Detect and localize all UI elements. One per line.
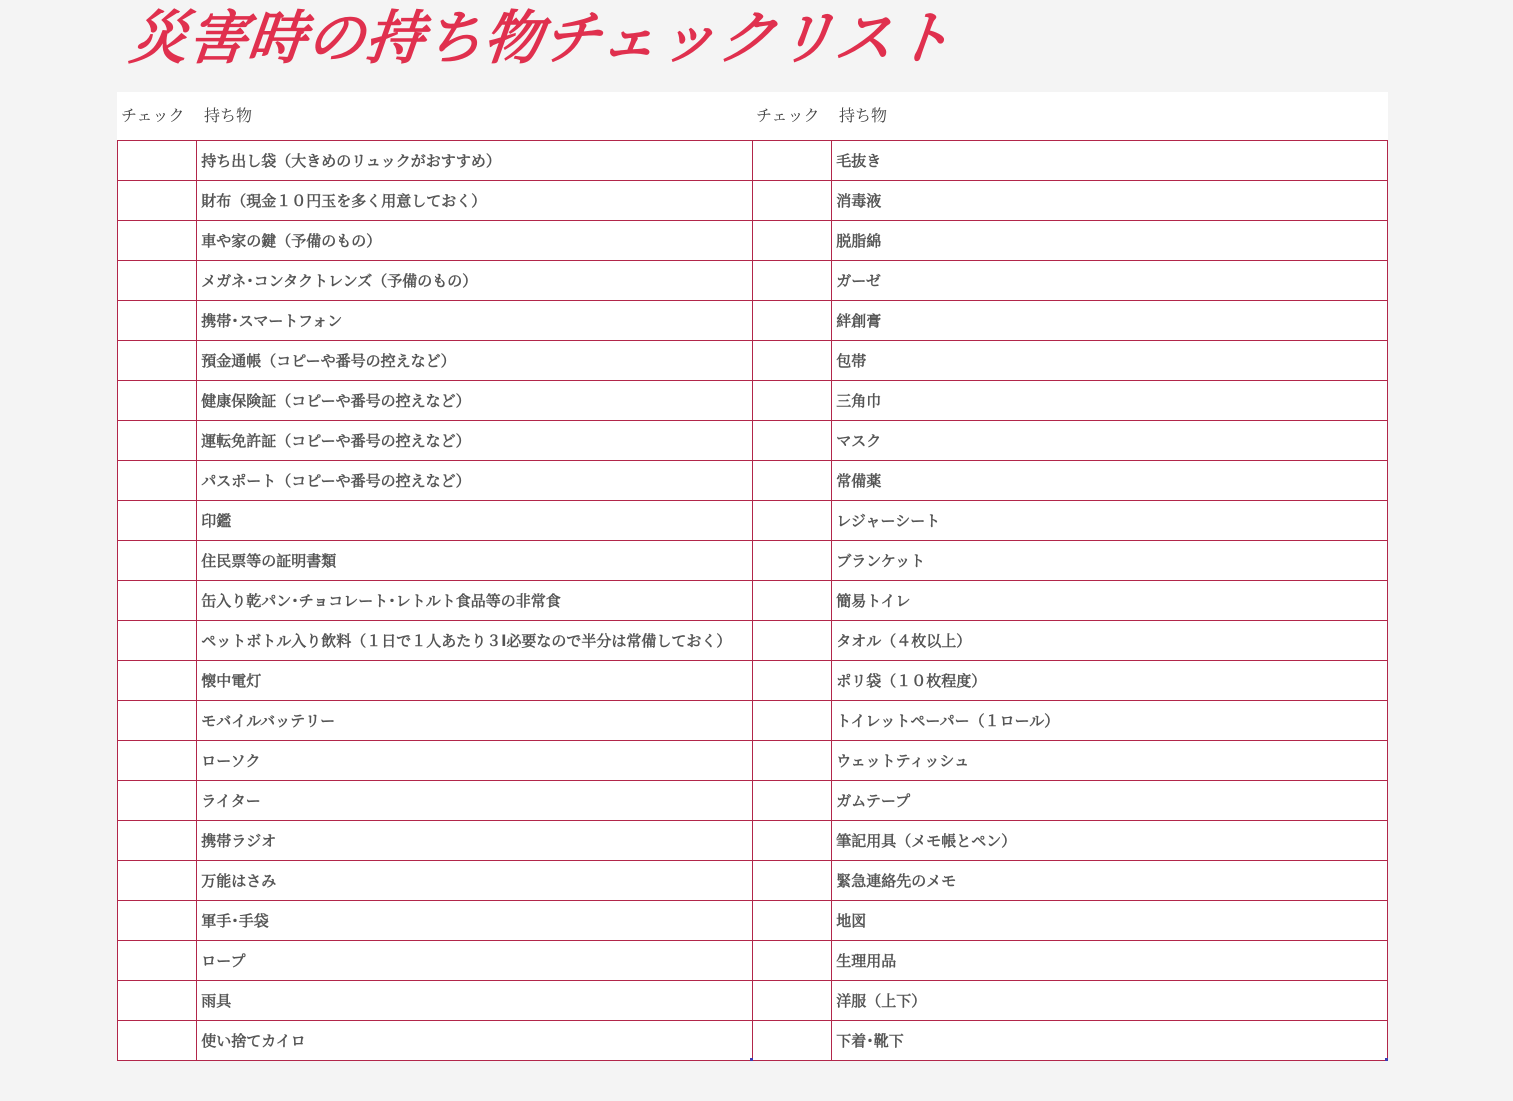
item-cell-left: 万能はさみ: [197, 861, 753, 901]
item-cell-right: 毛抜き: [832, 141, 1388, 181]
check-cell-right[interactable]: [752, 781, 831, 821]
table-row: [118, 141, 1388, 181]
table-row: [118, 261, 1388, 301]
item-cell-left: モバイルバッテリー: [197, 701, 753, 741]
item-cell-right: トイレットペーパー（１ロール）: [832, 701, 1388, 741]
resize-handle[interactable]: [750, 1058, 753, 1061]
check-cell-right[interactable]: [752, 901, 831, 941]
item-cell-right: ポリ袋（１０枚程度）: [832, 661, 1388, 701]
item-cell-right: 下着･靴下: [832, 1021, 1388, 1061]
item-cell-right: 洋服（上下）: [832, 981, 1388, 1021]
table-row: [118, 181, 1388, 221]
header-item-left: 持ち物: [204, 106, 253, 125]
table-row: [118, 701, 1388, 741]
item-cell-right: ガムテープ: [832, 781, 1388, 821]
item-cell-right: レジャーシート: [832, 501, 1388, 541]
check-cell-left[interactable]: [118, 1021, 197, 1061]
check-cell-left[interactable]: [118, 741, 197, 781]
table-row: [118, 301, 1388, 341]
check-cell-left[interactable]: [118, 701, 197, 741]
item-cell-left: 運転免許証（コピーや番号の控えなど）: [197, 421, 753, 461]
check-cell-right[interactable]: [752, 981, 831, 1021]
check-cell-left[interactable]: [118, 181, 197, 221]
check-cell-right[interactable]: [752, 621, 831, 661]
table-row: [118, 581, 1388, 621]
check-cell-right[interactable]: [752, 301, 831, 341]
check-cell-right[interactable]: [752, 141, 831, 181]
check-cell-left[interactable]: [118, 661, 197, 701]
check-cell-left[interactable]: [118, 581, 197, 621]
item-cell-right: 三角巾: [832, 381, 1388, 421]
item-cell-left: 預金通帳（コピーや番号の控えなど）: [197, 341, 753, 381]
item-cell-right: ガーゼ: [832, 261, 1388, 301]
item-cell-left: 印鑑: [197, 501, 753, 541]
table-row: [118, 1021, 1388, 1061]
item-cell-left: 缶入り乾パン･チョコレート･レトルト食品等の非常食: [197, 581, 753, 621]
item-cell-left: 軍手･手袋: [197, 901, 753, 941]
checklist-sheet: [117, 92, 1388, 1061]
table-row: [118, 781, 1388, 821]
check-cell-left[interactable]: [118, 301, 197, 341]
table-row: [118, 941, 1388, 981]
check-cell-right[interactable]: [752, 661, 831, 701]
header-item-right: 持ち物: [839, 106, 888, 125]
check-cell-right[interactable]: [752, 381, 831, 421]
item-cell-left: 携帯･スマートフォン: [197, 301, 753, 341]
check-cell-right[interactable]: [752, 741, 831, 781]
header-check-right: チェック: [756, 106, 820, 125]
item-cell-left: 携帯ラジオ: [197, 821, 753, 861]
item-cell-right: 生理用品: [832, 941, 1388, 981]
check-cell-right[interactable]: [752, 541, 831, 581]
check-cell-left[interactable]: [118, 941, 197, 981]
item-cell-right: マスク: [832, 421, 1388, 461]
item-cell-right: 緊急連絡先のメモ: [832, 861, 1388, 901]
table-row: [118, 901, 1388, 941]
check-cell-left[interactable]: [118, 461, 197, 501]
item-cell-left: ロープ: [197, 941, 753, 981]
check-cell-left[interactable]: [118, 821, 197, 861]
check-cell-left[interactable]: [118, 381, 197, 421]
table-row: [118, 541, 1388, 581]
table-row: [118, 461, 1388, 501]
item-cell-left: 住民票等の証明書類: [197, 541, 753, 581]
table-row: [118, 661, 1388, 701]
table-row: [118, 341, 1388, 381]
check-cell-left[interactable]: [118, 261, 197, 301]
item-cell-right: ブランケット: [832, 541, 1388, 581]
check-cell-left[interactable]: [118, 981, 197, 1021]
check-cell-left[interactable]: [118, 421, 197, 461]
item-cell-left: 持ち出し袋（大きめのリュックがおすすめ）: [197, 141, 753, 181]
item-cell-right: 脱脂綿: [832, 221, 1388, 261]
item-cell-left: 財布（現金１０円玉を多く用意しておく）: [197, 181, 753, 221]
resize-handle[interactable]: [1385, 1058, 1388, 1061]
check-cell-right[interactable]: [752, 261, 831, 301]
item-cell-left: ライター: [197, 781, 753, 821]
table-row: [118, 621, 1388, 661]
check-cell-right[interactable]: [752, 221, 831, 261]
item-cell-right: 筆記用具（メモ帳とペン）: [832, 821, 1388, 861]
item-cell-right: ウェットティッシュ: [832, 741, 1388, 781]
checklist-table: [117, 140, 1388, 1061]
table-row: [118, 501, 1388, 541]
item-cell-right: 地図: [832, 901, 1388, 941]
check-cell-right[interactable]: [752, 421, 831, 461]
item-cell-left: 雨具: [197, 981, 753, 1021]
check-cell-right[interactable]: [752, 181, 831, 221]
table-row: [118, 741, 1388, 781]
item-cell-right: 簡易トイレ: [832, 581, 1388, 621]
table-row: [118, 381, 1388, 421]
item-cell-left: ローソク: [197, 741, 753, 781]
check-cell-right[interactable]: [752, 501, 831, 541]
item-cell-left: 使い捨てカイロ: [197, 1021, 753, 1061]
item-cell-left: 懐中電灯: [197, 661, 753, 701]
check-cell-left[interactable]: [118, 141, 197, 181]
item-cell-left: パスポート（コピーや番号の控えなど）: [197, 461, 753, 501]
check-cell-left[interactable]: [118, 621, 197, 661]
check-cell-left[interactable]: [118, 341, 197, 381]
item-cell-left: メガネ･コンタクトレンズ（予備のもの）: [197, 261, 753, 301]
check-cell-right[interactable]: [752, 341, 831, 381]
check-cell-right[interactable]: [752, 581, 831, 621]
item-cell-right: 包帯: [832, 341, 1388, 381]
check-cell-left[interactable]: [118, 861, 197, 901]
check-cell-left[interactable]: [118, 501, 197, 541]
table-row: [118, 861, 1388, 901]
item-cell-right: 絆創膏: [832, 301, 1388, 341]
check-cell-left[interactable]: [118, 781, 197, 821]
table-row: [118, 821, 1388, 861]
check-cell-right[interactable]: [752, 941, 831, 981]
check-cell-right[interactable]: [752, 701, 831, 741]
check-cell-left[interactable]: [118, 901, 197, 941]
table-row: [118, 981, 1388, 1021]
check-cell-left[interactable]: [118, 221, 197, 261]
check-cell-right[interactable]: [752, 861, 831, 901]
item-cell-right: 常備薬: [832, 461, 1388, 501]
item-cell-right: 消毒液: [832, 181, 1388, 221]
header-check-left: チェック: [121, 106, 185, 125]
check-cell-right[interactable]: [752, 821, 831, 861]
check-cell-right[interactable]: [752, 461, 831, 501]
item-cell-right: タオル（４枚以上）: [832, 621, 1388, 661]
header-row: [117, 92, 1388, 141]
table-row: [118, 421, 1388, 461]
item-cell-left: 車や家の鍵（予備のもの）: [197, 221, 753, 261]
item-cell-left: 健康保険証（コピーや番号の控えなど）: [197, 381, 753, 421]
table-row: [118, 221, 1388, 261]
check-cell-left[interactable]: [118, 541, 197, 581]
item-cell-left: ペットボトル入り飲料（１日で１人あたり３l必要なので半分は常備しておく）: [197, 621, 753, 661]
page-title: 災害時の持ち物チェックリスト: [126, 4, 957, 72]
check-cell-right[interactable]: [752, 1021, 831, 1061]
